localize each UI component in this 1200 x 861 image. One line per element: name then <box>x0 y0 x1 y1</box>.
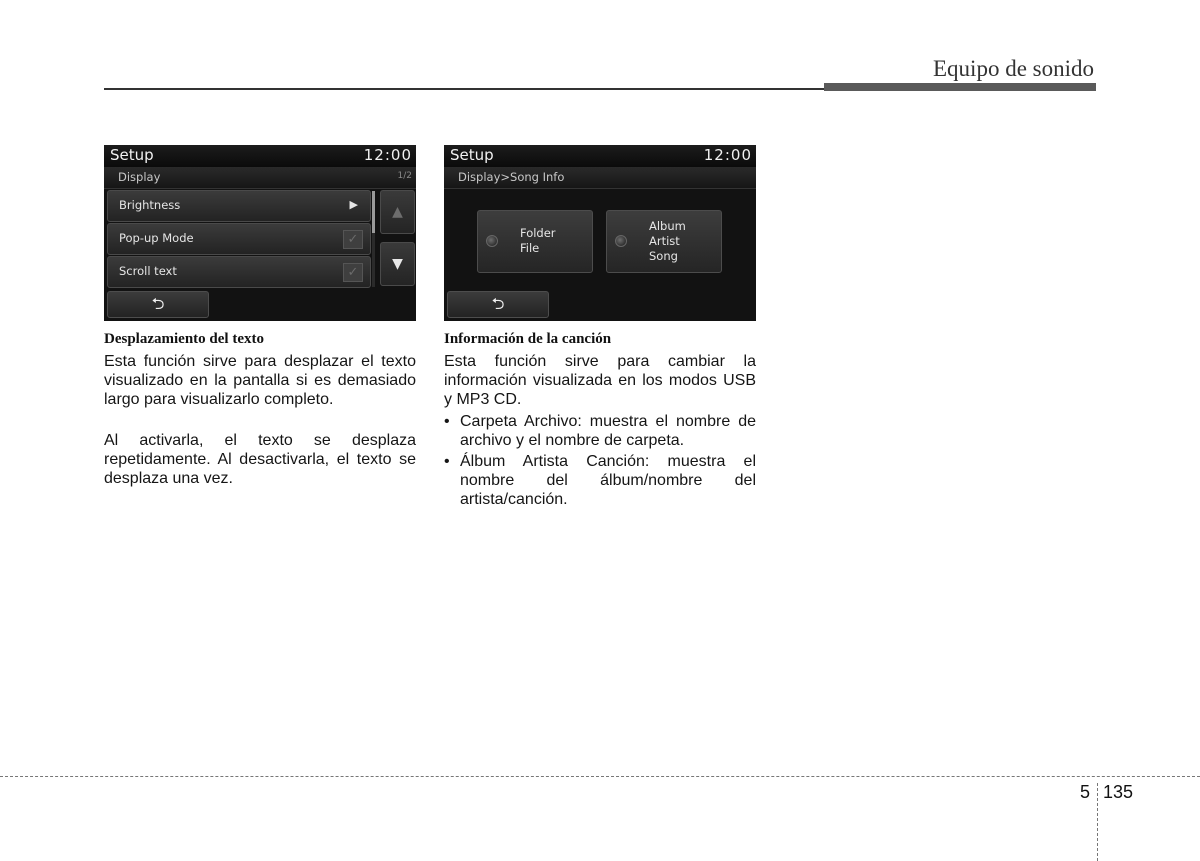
song-info-heading: Información de la canción <box>444 331 612 347</box>
display-setup-screen <box>104 145 416 321</box>
scroll-up-button[interactable]: ▲ <box>380 190 415 234</box>
scrollbar-thumb[interactable] <box>372 191 375 233</box>
play-arrow-icon: ▶ <box>349 198 358 211</box>
menu-item-brightness[interactable] <box>107 190 371 222</box>
screen-title: Setup <box>110 146 154 164</box>
bullet-icon: • <box>444 453 450 470</box>
footer-divider <box>0 776 1200 777</box>
screen-title: Setup <box>450 146 494 164</box>
scroll-text-heading: Desplazamiento del texto <box>104 331 264 347</box>
page-number: 135 <box>1103 782 1134 802</box>
radio-icon <box>615 235 627 247</box>
screen-subtitle: Display <box>118 170 161 184</box>
song-info-intro: Esta función sirve para cambiar la información visualizada en los modos USB y MP3 CD. <box>444 353 756 408</box>
scroll-down-button[interactable]: ▼ <box>380 242 415 286</box>
scroll-text-paragraph: Esta función sirve para desplazar el texto visualizado en la pantalla si es demasiado largo para visualizarlo completo. <box>104 353 416 408</box>
checkbox-icon[interactable]: ✓ <box>343 230 363 249</box>
menu-item-label: Brightness <box>119 198 181 212</box>
header-rule <box>104 88 824 90</box>
back-arrow-icon: ⮌ <box>491 294 505 313</box>
screen-subtitle-bar <box>104 167 416 189</box>
scroll-text-paragraph: Al activarla, el texto se desplaza repetidamente. Al desactivarla, el texto se desplaza una vez. <box>104 432 416 487</box>
checkbox-icon[interactable]: ✓ <box>343 263 363 282</box>
option-label: Folder File <box>520 226 556 255</box>
list-item: • Carpeta Archivo: muestra el nombre de archivo y el nombre de carpeta. <box>444 413 756 449</box>
menu-item-scroll-text[interactable] <box>107 256 371 288</box>
back-button[interactable] <box>447 291 549 318</box>
option-album-artist-song[interactable] <box>606 210 722 273</box>
footer-vertical-divider <box>1097 783 1098 861</box>
screen-title-bar <box>104 145 416 167</box>
screen-subtitle-bar <box>444 167 756 189</box>
section-title: Equipo de sonido <box>933 56 1094 81</box>
screen-clock: 12:00 <box>363 146 412 164</box>
bullet-icon: • <box>444 413 450 430</box>
screen-title-bar <box>444 145 756 167</box>
screen-clock: 12:00 <box>703 146 752 164</box>
radio-icon <box>486 235 498 247</box>
menu-item-label: Scroll text <box>119 264 177 278</box>
breadcrumb: Display>Song Info <box>458 170 565 184</box>
option-label: Album Artist Song <box>649 219 686 263</box>
song-info-setup-screen <box>444 145 756 321</box>
header-rule-accent <box>824 83 1096 91</box>
menu-item-popup-mode[interactable] <box>107 223 371 255</box>
list-item: • Álbum Artista Canción: muestra el nombre del álbum/nombre del artista/canción. <box>444 453 756 508</box>
menu-item-label: Pop-up Mode <box>119 231 194 245</box>
chapter-number: 5 <box>1080 782 1091 802</box>
back-arrow-icon: ⮌ <box>151 294 165 313</box>
option-folder-file[interactable] <box>477 210 593 273</box>
back-button[interactable] <box>107 291 209 318</box>
page-indicator: 1/2 <box>397 171 412 181</box>
